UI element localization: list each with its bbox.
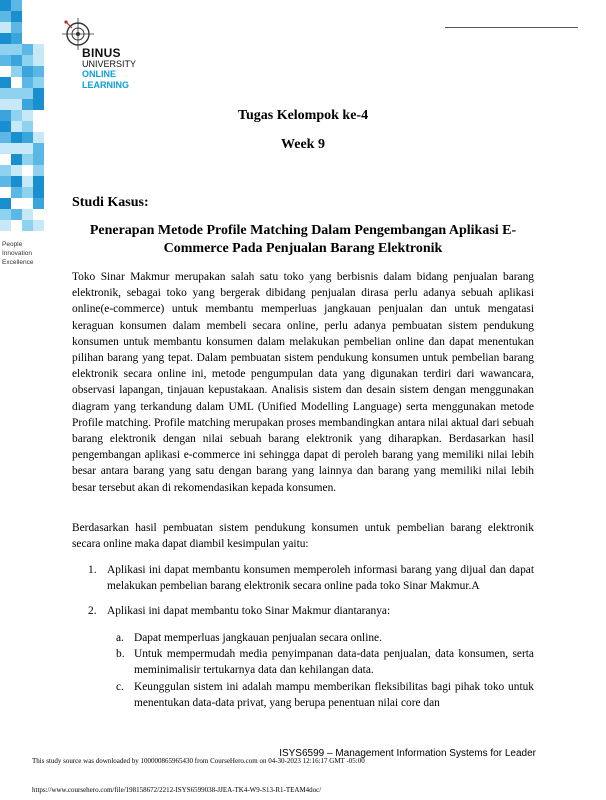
header-rule (445, 27, 578, 28)
mosaic-tile (11, 0, 22, 11)
mosaic-tile (22, 110, 33, 121)
mosaic-tile (0, 132, 11, 143)
mosaic-tile (33, 154, 44, 165)
tagline-line: Excellence (2, 259, 34, 266)
mosaic-tile (11, 154, 22, 165)
mosaic-tile (11, 11, 22, 22)
mosaic-tile (0, 88, 11, 99)
mosaic-tile (33, 77, 44, 88)
mosaic-tile (22, 154, 33, 165)
mosaic-tile (22, 143, 33, 154)
mosaic-tile (22, 187, 33, 198)
logo-line-university: UNIVERSITY (82, 58, 137, 69)
mosaic-tile (0, 220, 11, 231)
tagline-line: People (2, 241, 23, 248)
assignment-title: Tugas Kelompok ke-4 (237, 108, 369, 123)
mosaic-tile (22, 44, 33, 55)
mosaic-tile (33, 88, 44, 99)
mosaic-tile (22, 99, 33, 110)
mosaic-tile (22, 121, 33, 132)
mosaic-tile (11, 33, 22, 44)
mosaic-tile (0, 11, 11, 22)
mosaic-tile (22, 55, 33, 66)
logo-line-online: ONLINE (82, 69, 117, 79)
paragraph: Toko Sinar Makmur merupakan salah satu toko yang berbisnis dalam bidang penjualan barang elektronik, sebagai toko yang bergerak dibidang penjualan dirasa perlu adanya sebuah aplikasi online(e-commerce) untuk membantu memperluas jangkauan penjualan dan untuk mengatasi keraguan konsumen dalam membeli secara online, perlu adanya pembuatan sistem pendukung konsumen untuk membantu konsumen dalam melakukan pembelian online dan dapat menentukan pilihan barang yang tepat. Dalam pembuatan sistem pendukung konsumen untuk pembelian barang elektronik secara online ini, metode pengumpulan data yang digunakan terdiri dari wawancara, observasi lapangan, tinjauan kepustakaan. Analisis sistem dan desain sistem dengan menggunakan diagram yang terkandung dalam UML (Unified Modelling Language) serta menggunakan metode Profile matching. Profile matching merupakan proses membandingkan antara nilai aktual dari sebuah barang elektronik dengan nilai sebuah barang elektronik yang diharapkan. Berdasarkan hasil pengembangan aplikasi e-commerce ini sehingga dapat di peroleh barang yang memiliki nilai lebih besar antara barang yang satu dengan barang yang lainnya dan barang yang memiliki nilai lebih besar tersebut akan di rekomendasikan kepada konsumen. (72, 271, 534, 494)
mosaic-tile (0, 0, 11, 11)
mosaic-tile (33, 132, 44, 143)
mosaic-tile (11, 132, 22, 143)
list-text: Aplikasi ini dapat membantu toko Sinar Makmur diantaranya: (107, 605, 391, 617)
logo-line-binus: BINUS (82, 46, 121, 60)
mosaic-tile (0, 165, 11, 176)
course-footer: ISYS6599 – Management Information Systems for Leader (279, 748, 536, 759)
mosaic-tile (22, 176, 33, 187)
sublist-letter: b. (116, 648, 125, 660)
mosaic-tile (0, 77, 11, 88)
mosaic-tile (0, 143, 11, 154)
list-number: 2. (88, 605, 97, 617)
section-label: Studi Kasus: (72, 195, 149, 210)
mosaic-tile (22, 66, 33, 77)
mosaic-tile (11, 176, 22, 187)
list-text: Aplikasi ini dapat membantu konsumen memperoleh informasi barang yang dijual dan dapat melakukan pembelian barang elektronik secara online pada toko Sinar Makmur.A (107, 564, 534, 593)
mosaic-tile (22, 88, 33, 99)
mosaic-tile (22, 77, 33, 88)
source-watermark: This study source was downloaded by 100000865965430 from CourseHero.com on 04-30-2023 12:16:17 GMT -05:00 (32, 757, 365, 765)
mosaic-tile (33, 165, 44, 176)
mosaic-tile (22, 209, 33, 220)
mosaic-tile (0, 99, 11, 110)
sublist-text: Dapat memperluas jangkauan penjualan secara online. (134, 632, 382, 644)
sublist-letter: c. (116, 681, 124, 693)
mosaic-tile (11, 44, 22, 55)
mosaic-tile (11, 187, 22, 198)
mosaic-tile (11, 110, 22, 121)
mosaic-tile (0, 209, 11, 220)
sublist-text: Untuk mempermudah media penyimpanan data-data penjualan, data konsumen, serta meminimalisir tertukarnya data dan kehilangan data. (134, 648, 534, 677)
source-url-link[interactable]: https://www.coursehero.com/file/198158672/2212-ISYS6599038-JJEA-TK4-W9-S13-R1-TEAM4doc/ (32, 786, 322, 794)
mosaic-tile (33, 66, 44, 77)
mosaic-tile (0, 55, 11, 66)
mosaic-tile (0, 110, 11, 121)
mosaic-tile (0, 198, 11, 209)
mosaic-tile (22, 220, 33, 231)
mosaic-tile (0, 33, 11, 44)
mosaic-tile (33, 176, 44, 187)
tagline-line: Innovation (2, 250, 32, 257)
brand-sidebar-mosaic (0, 0, 44, 230)
mosaic-tile (11, 66, 22, 77)
mosaic-tile (0, 121, 11, 132)
mosaic-tile (11, 99, 22, 110)
logo-line-learning: LEARNING (82, 79, 129, 90)
mosaic-tile (11, 88, 22, 99)
mosaic-tile (33, 99, 44, 110)
mosaic-tile (0, 176, 11, 187)
mosaic-tile (0, 22, 11, 33)
mosaic-tile (33, 44, 44, 55)
brand-tagline (2, 240, 62, 267)
mosaic-tile (11, 165, 22, 176)
binus-logo (58, 14, 158, 100)
sublist-letter: a. (116, 632, 124, 644)
mosaic-tile (0, 44, 11, 55)
mosaic-tile (33, 198, 44, 209)
case-title: Penerapan Metode Profile Matching Dalam Pengembangan Aplikasi E-Commerce Pada Penjualan Barang Elektronik (89, 223, 517, 256)
mosaic-tile (11, 121, 22, 132)
mosaic-tile (11, 209, 22, 220)
sublist-text: Keunggulan sistem ini adalah mampu memberikan fleksibilitas bagi pihak toko untuk menentukan data-data privat, yang berupa penentuan nilai core dan (134, 681, 534, 710)
list-number: 1. (88, 564, 97, 576)
mosaic-tile (33, 220, 44, 231)
week-label: Week 9 (281, 137, 325, 152)
mosaic-tile (11, 22, 22, 33)
mosaic-tile (11, 55, 22, 66)
mosaic-tile (33, 187, 44, 198)
mosaic-tile (33, 55, 44, 66)
mosaic-tile (22, 132, 33, 143)
mosaic-tile (33, 143, 44, 154)
paragraph: Berdasarkan hasil pembuatan sistem pendukung konsumen untuk pembelian barang elektronik secara online maka dapat diambil kesimpulan yaitu: (72, 522, 534, 551)
mosaic-tile (11, 143, 22, 154)
